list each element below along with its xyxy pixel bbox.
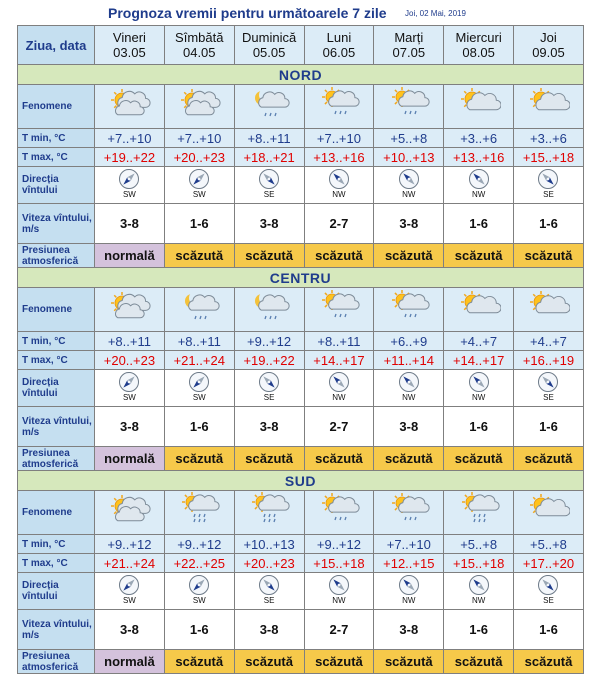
pressure-value: normală (95, 650, 165, 674)
speed-label: Viteza vîntului, m/s (18, 610, 95, 650)
tmin-value: +6..+9 (374, 332, 444, 351)
compass-icon (188, 168, 210, 190)
phenomena-label: Fenomene (18, 288, 95, 332)
tmax-value: +11..+14 (374, 351, 444, 370)
tmax-value: +21..+24 (95, 554, 165, 573)
tmin-value: +10..+13 (234, 535, 304, 554)
sun-cloud-icon (457, 289, 501, 325)
wind-speed-value: 1-6 (444, 204, 514, 244)
day-header (164, 26, 234, 65)
compass-icon (258, 574, 280, 596)
sun-cloud-heavy-rain-icon (177, 492, 221, 528)
tmax-value: +13..+16 (444, 148, 514, 167)
wind-direction-text: NW (402, 596, 416, 605)
pressure-label: Presiunea atmosferică (18, 447, 95, 471)
wind-speed-value: 1-6 (514, 407, 584, 447)
day-name: Sîmbătă (175, 30, 224, 45)
tmax-value: +12..+15 (374, 554, 444, 573)
tmin-value: +8..+11 (95, 332, 165, 351)
tmax-value: +18..+21 (234, 148, 304, 167)
pressure-value: scăzută (514, 244, 584, 268)
phenomena-row (18, 85, 584, 129)
tmax-value: +17..+20 (514, 554, 584, 573)
day-header-row (18, 26, 584, 65)
tmax-value: +15..+18 (304, 554, 374, 573)
wind-direction-text: NW (471, 393, 486, 402)
compass-icon (328, 574, 350, 596)
wind-direction-row (18, 370, 584, 407)
pressure-value: scăzută (444, 244, 514, 268)
weather-cell (444, 85, 514, 129)
wind-direction-text: SW (122, 596, 136, 605)
wind-direction-text: SW (122, 393, 136, 402)
tmin-value: +5..+8 (444, 535, 514, 554)
day-date: 09.05 (532, 45, 565, 60)
wind-speed-value: 1-6 (514, 610, 584, 650)
compass-icon (468, 371, 490, 393)
section-title: NORD (18, 65, 584, 85)
wind-direction-cell (95, 167, 165, 204)
pressure-value: scăzută (234, 244, 304, 268)
pressure-value: scăzută (444, 650, 514, 674)
tmin-value: +3..+6 (444, 129, 514, 148)
wind-direction-text: SE (543, 596, 554, 605)
weather-cell (304, 491, 374, 535)
wind-speed-value: 3-8 (95, 204, 165, 244)
sun-cloud-rain-icon (317, 289, 361, 325)
weather-cell (234, 491, 304, 535)
weather-cell (304, 288, 374, 332)
phenomena-label: Fenomene (18, 491, 95, 535)
pressure-label: Presiunea atmosferică (18, 650, 95, 674)
wind-direction-cell (234, 573, 304, 610)
tmin-value: +7..+10 (95, 129, 165, 148)
wind-direction-text: SE (263, 190, 275, 199)
day-header (444, 26, 514, 65)
weather-cell (95, 288, 165, 332)
forecast-table (17, 25, 584, 674)
speed-label: Viteza vîntului, m/s (18, 204, 95, 244)
phenomena-label: Fenomene (18, 85, 95, 129)
direction-label: Direcția vîntului (18, 370, 95, 407)
tmax-value: +15..+18 (514, 148, 584, 167)
tmax-label: T max, °C (18, 148, 95, 167)
pressure-value: scăzută (304, 650, 374, 674)
wind-direction-cell (444, 370, 514, 407)
wind-direction-cell (514, 167, 584, 204)
wind-direction-text: SE (263, 393, 275, 402)
pressure-label: Presiunea atmosferică (18, 244, 95, 268)
weather-cell (95, 85, 165, 129)
tmin-value: +9..+12 (95, 535, 165, 554)
wind-direction-text: NW (402, 190, 416, 199)
pressure-value: scăzută (514, 447, 584, 471)
pressure-value: scăzută (514, 650, 584, 674)
wind-direction-text: NW (332, 190, 346, 199)
section-header-row (18, 268, 584, 288)
compass-icon (537, 371, 559, 393)
compass-icon (118, 371, 140, 393)
direction-label: Direcția vîntului (18, 167, 95, 204)
weather-cell (164, 85, 234, 129)
compass-icon (258, 168, 280, 190)
tmax-row (18, 554, 584, 573)
wind-speed-row (18, 407, 584, 447)
tmax-value: +16..+19 (514, 351, 584, 370)
tmax-label: T max, °C (18, 554, 95, 573)
compass-icon (188, 574, 210, 596)
compass-icon (537, 168, 559, 190)
pressure-row (18, 650, 584, 674)
day-name: Marți (394, 30, 424, 45)
wind-direction-text: NW (332, 393, 346, 402)
day-header (514, 26, 584, 65)
pressure-value: scăzută (374, 447, 444, 471)
wind-direction-text: SE (543, 393, 554, 402)
pressure-value: scăzută (234, 650, 304, 674)
day-name: Duminică (242, 30, 297, 45)
pressure-value: scăzută (164, 447, 234, 471)
tmax-value: +20..+23 (234, 554, 304, 573)
wind-direction-cell (95, 370, 165, 407)
wind-direction-cell (164, 167, 234, 204)
wind-direction-cell (234, 167, 304, 204)
day-date: 07.05 (392, 45, 426, 60)
page-title: Prognoza vremii pentru următoarele 7 zile (108, 5, 387, 21)
tmin-label: T min, °C (18, 129, 95, 148)
pressure-value: scăzută (374, 650, 444, 674)
sun-cloud-icon (526, 86, 570, 122)
day-header (95, 26, 165, 65)
speed-label: Viteza vîntului, m/s (18, 407, 95, 447)
weather-cell (514, 288, 584, 332)
tmin-value: +7..+10 (304, 129, 374, 148)
tmin-label: T min, °C (18, 535, 95, 554)
compass-icon (468, 574, 490, 596)
weather-cell (444, 288, 514, 332)
wind-speed-value: 1-6 (164, 407, 234, 447)
day-name: Luni (326, 30, 352, 45)
wind-direction-text: SW (192, 596, 206, 605)
weather-cell (164, 491, 234, 535)
tmax-value: +19..+22 (95, 148, 165, 167)
tmin-value: +4..+7 (444, 332, 514, 351)
wind-speed-row (18, 204, 584, 244)
day-date: 05.05 (252, 45, 286, 60)
wind-direction-text: SW (192, 190, 206, 199)
wind-direction-cell (95, 573, 165, 610)
weather-cell (374, 491, 444, 535)
tmin-value: +9..+12 (164, 535, 234, 554)
tmax-value: +21..+24 (164, 351, 234, 370)
day-header (304, 26, 374, 65)
issue-date: Joi, 02 Mai, 2019 (405, 9, 466, 18)
day-date: 08.05 (462, 45, 495, 60)
wind-direction-text: SW (122, 190, 136, 199)
pressure-value: scăzută (304, 244, 374, 268)
wind-speed-value: 3-8 (234, 610, 304, 650)
tmin-value: +8..+11 (234, 129, 304, 148)
weather-cell (234, 85, 304, 129)
tmin-label: T min, °C (18, 332, 95, 351)
wind-direction-text: NW (402, 393, 416, 402)
pressure-value: scăzută (164, 244, 234, 268)
forecast-header (0, 0, 600, 26)
weather-cell (95, 491, 165, 535)
tmin-value: +3..+6 (514, 129, 584, 148)
tmax-value: +20..+23 (95, 351, 165, 370)
pressure-value: normală (95, 244, 165, 268)
wind-direction-cell (374, 370, 444, 407)
tmax-value: +19..+22 (234, 351, 304, 370)
wind-direction-row (18, 573, 584, 610)
tmax-value: +20..+23 (164, 148, 234, 167)
sun-cloud-icon (457, 86, 501, 122)
phenomena-row (18, 288, 584, 332)
wind-speed-value: 3-8 (95, 407, 165, 447)
wind-direction-text: SE (543, 190, 554, 199)
weather-cell (444, 491, 514, 535)
tmin-row (18, 535, 584, 554)
tmax-value: +14..+17 (304, 351, 374, 370)
wind-speed-value: 3-8 (234, 407, 304, 447)
wind-speed-value: 3-8 (374, 610, 444, 650)
wind-speed-value: 2-7 (304, 610, 374, 650)
tmin-value: +4..+7 (514, 332, 584, 351)
compass-icon (188, 371, 210, 393)
tmax-value: +15..+18 (444, 554, 514, 573)
tmax-label: T max, °C (18, 351, 95, 370)
pressure-value: scăzută (444, 447, 514, 471)
wind-direction-text: NW (471, 190, 486, 199)
wind-speed-value: 3-8 (234, 204, 304, 244)
phenomena-row (18, 491, 584, 535)
weather-cell (164, 288, 234, 332)
moon-cloud-rain-icon (247, 86, 291, 122)
tmax-value: +14..+17 (444, 351, 514, 370)
weather-cell (374, 85, 444, 129)
section-header-row (18, 471, 584, 491)
wind-direction-text: NW (471, 596, 486, 605)
weather-cell (514, 491, 584, 535)
compass-icon (537, 574, 559, 596)
compass-icon (118, 168, 140, 190)
wind-direction-cell (514, 370, 584, 407)
sun-cloud-rain-icon (317, 86, 361, 122)
sun-clouds-icon (107, 289, 151, 325)
tmin-value: +9..+12 (304, 535, 374, 554)
compass-icon (328, 168, 350, 190)
wind-speed-value: 1-6 (444, 407, 514, 447)
pressure-value: scăzută (304, 447, 374, 471)
wind-speed-value: 1-6 (444, 610, 514, 650)
wind-speed-value: 1-6 (514, 204, 584, 244)
sun-cloud-heavy-rain-icon (457, 492, 501, 528)
date-column-label: Ziua, data (18, 26, 95, 65)
weather-cell (374, 288, 444, 332)
wind-speed-value: 3-8 (374, 204, 444, 244)
sun-cloud-rain-icon (387, 492, 431, 528)
wind-speed-value: 2-7 (304, 204, 374, 244)
day-name: Vineri (112, 30, 146, 45)
section-header-row (18, 65, 584, 85)
tmax-value: +10..+13 (374, 148, 444, 167)
section-title: CENTRU (18, 268, 584, 288)
wind-direction-text: SW (192, 393, 206, 402)
tmin-value: +8..+11 (304, 332, 374, 351)
compass-icon (398, 371, 420, 393)
tmax-row (18, 148, 584, 167)
wind-direction-cell (164, 370, 234, 407)
moon-cloud-rain-icon (247, 289, 291, 325)
day-date: 06.05 (322, 45, 356, 60)
day-name: Miercuri (455, 30, 502, 45)
compass-icon (398, 574, 420, 596)
tmax-row (18, 351, 584, 370)
tmin-value: +5..+8 (514, 535, 584, 554)
wind-direction-cell (234, 370, 304, 407)
section-title: SUD (18, 471, 584, 491)
wind-direction-cell (164, 573, 234, 610)
pressure-value: normală (95, 447, 165, 471)
wind-direction-cell (514, 573, 584, 610)
tmin-value: +7..+10 (374, 535, 444, 554)
wind-speed-value: 2-7 (304, 407, 374, 447)
sun-cloud-rain-icon (317, 492, 361, 528)
day-header (234, 26, 304, 65)
day-date: 04.05 (182, 45, 216, 60)
sun-cloud-heavy-rain-icon (247, 492, 291, 528)
wind-direction-row (18, 167, 584, 204)
wind-speed-value: 1-6 (164, 204, 234, 244)
wind-direction-cell (374, 573, 444, 610)
compass-icon (398, 168, 420, 190)
tmin-value: +8..+11 (164, 332, 234, 351)
sun-cloud-rain-icon (387, 289, 431, 325)
tmax-value: +13..+16 (304, 148, 374, 167)
moon-cloud-rain-icon (177, 289, 221, 325)
wind-direction-text: NW (332, 596, 346, 605)
pressure-value: scăzută (374, 244, 444, 268)
tmin-value: +9..+12 (234, 332, 304, 351)
tmin-row (18, 332, 584, 351)
wind-direction-text: SE (263, 596, 275, 605)
tmax-value: +22..+25 (164, 554, 234, 573)
pressure-row (18, 447, 584, 471)
sun-cloud-icon (526, 492, 570, 528)
weather-cell (304, 85, 374, 129)
wind-speed-value: 3-8 (374, 407, 444, 447)
tmin-value: +7..+10 (164, 129, 234, 148)
compass-icon (468, 168, 490, 190)
wind-direction-cell (444, 573, 514, 610)
direction-label: Direcția vîntului (18, 573, 95, 610)
pressure-row (18, 244, 584, 268)
day-header (374, 26, 444, 65)
tmin-row (18, 129, 584, 148)
wind-direction-cell (304, 573, 374, 610)
wind-speed-value: 1-6 (164, 610, 234, 650)
wind-direction-cell (444, 167, 514, 204)
day-name: Joi (540, 30, 557, 45)
sun-cloud-rain-icon (387, 86, 431, 122)
sun-clouds-icon (177, 86, 221, 122)
compass-icon (258, 371, 280, 393)
weather-cell (234, 288, 304, 332)
wind-direction-cell (304, 370, 374, 407)
wind-direction-cell (304, 167, 374, 204)
weather-cell (514, 85, 584, 129)
wind-direction-cell (374, 167, 444, 204)
day-date: 03.05 (113, 45, 146, 60)
tmin-value: +5..+8 (374, 129, 444, 148)
compass-icon (118, 574, 140, 596)
sun-clouds-icon (107, 86, 151, 122)
pressure-value: scăzută (164, 650, 234, 674)
compass-icon (328, 371, 350, 393)
wind-speed-row (18, 610, 584, 650)
sun-clouds-icon (107, 492, 151, 528)
pressure-value: scăzută (234, 447, 304, 471)
wind-speed-value: 3-8 (95, 610, 165, 650)
sun-cloud-icon (526, 289, 570, 325)
